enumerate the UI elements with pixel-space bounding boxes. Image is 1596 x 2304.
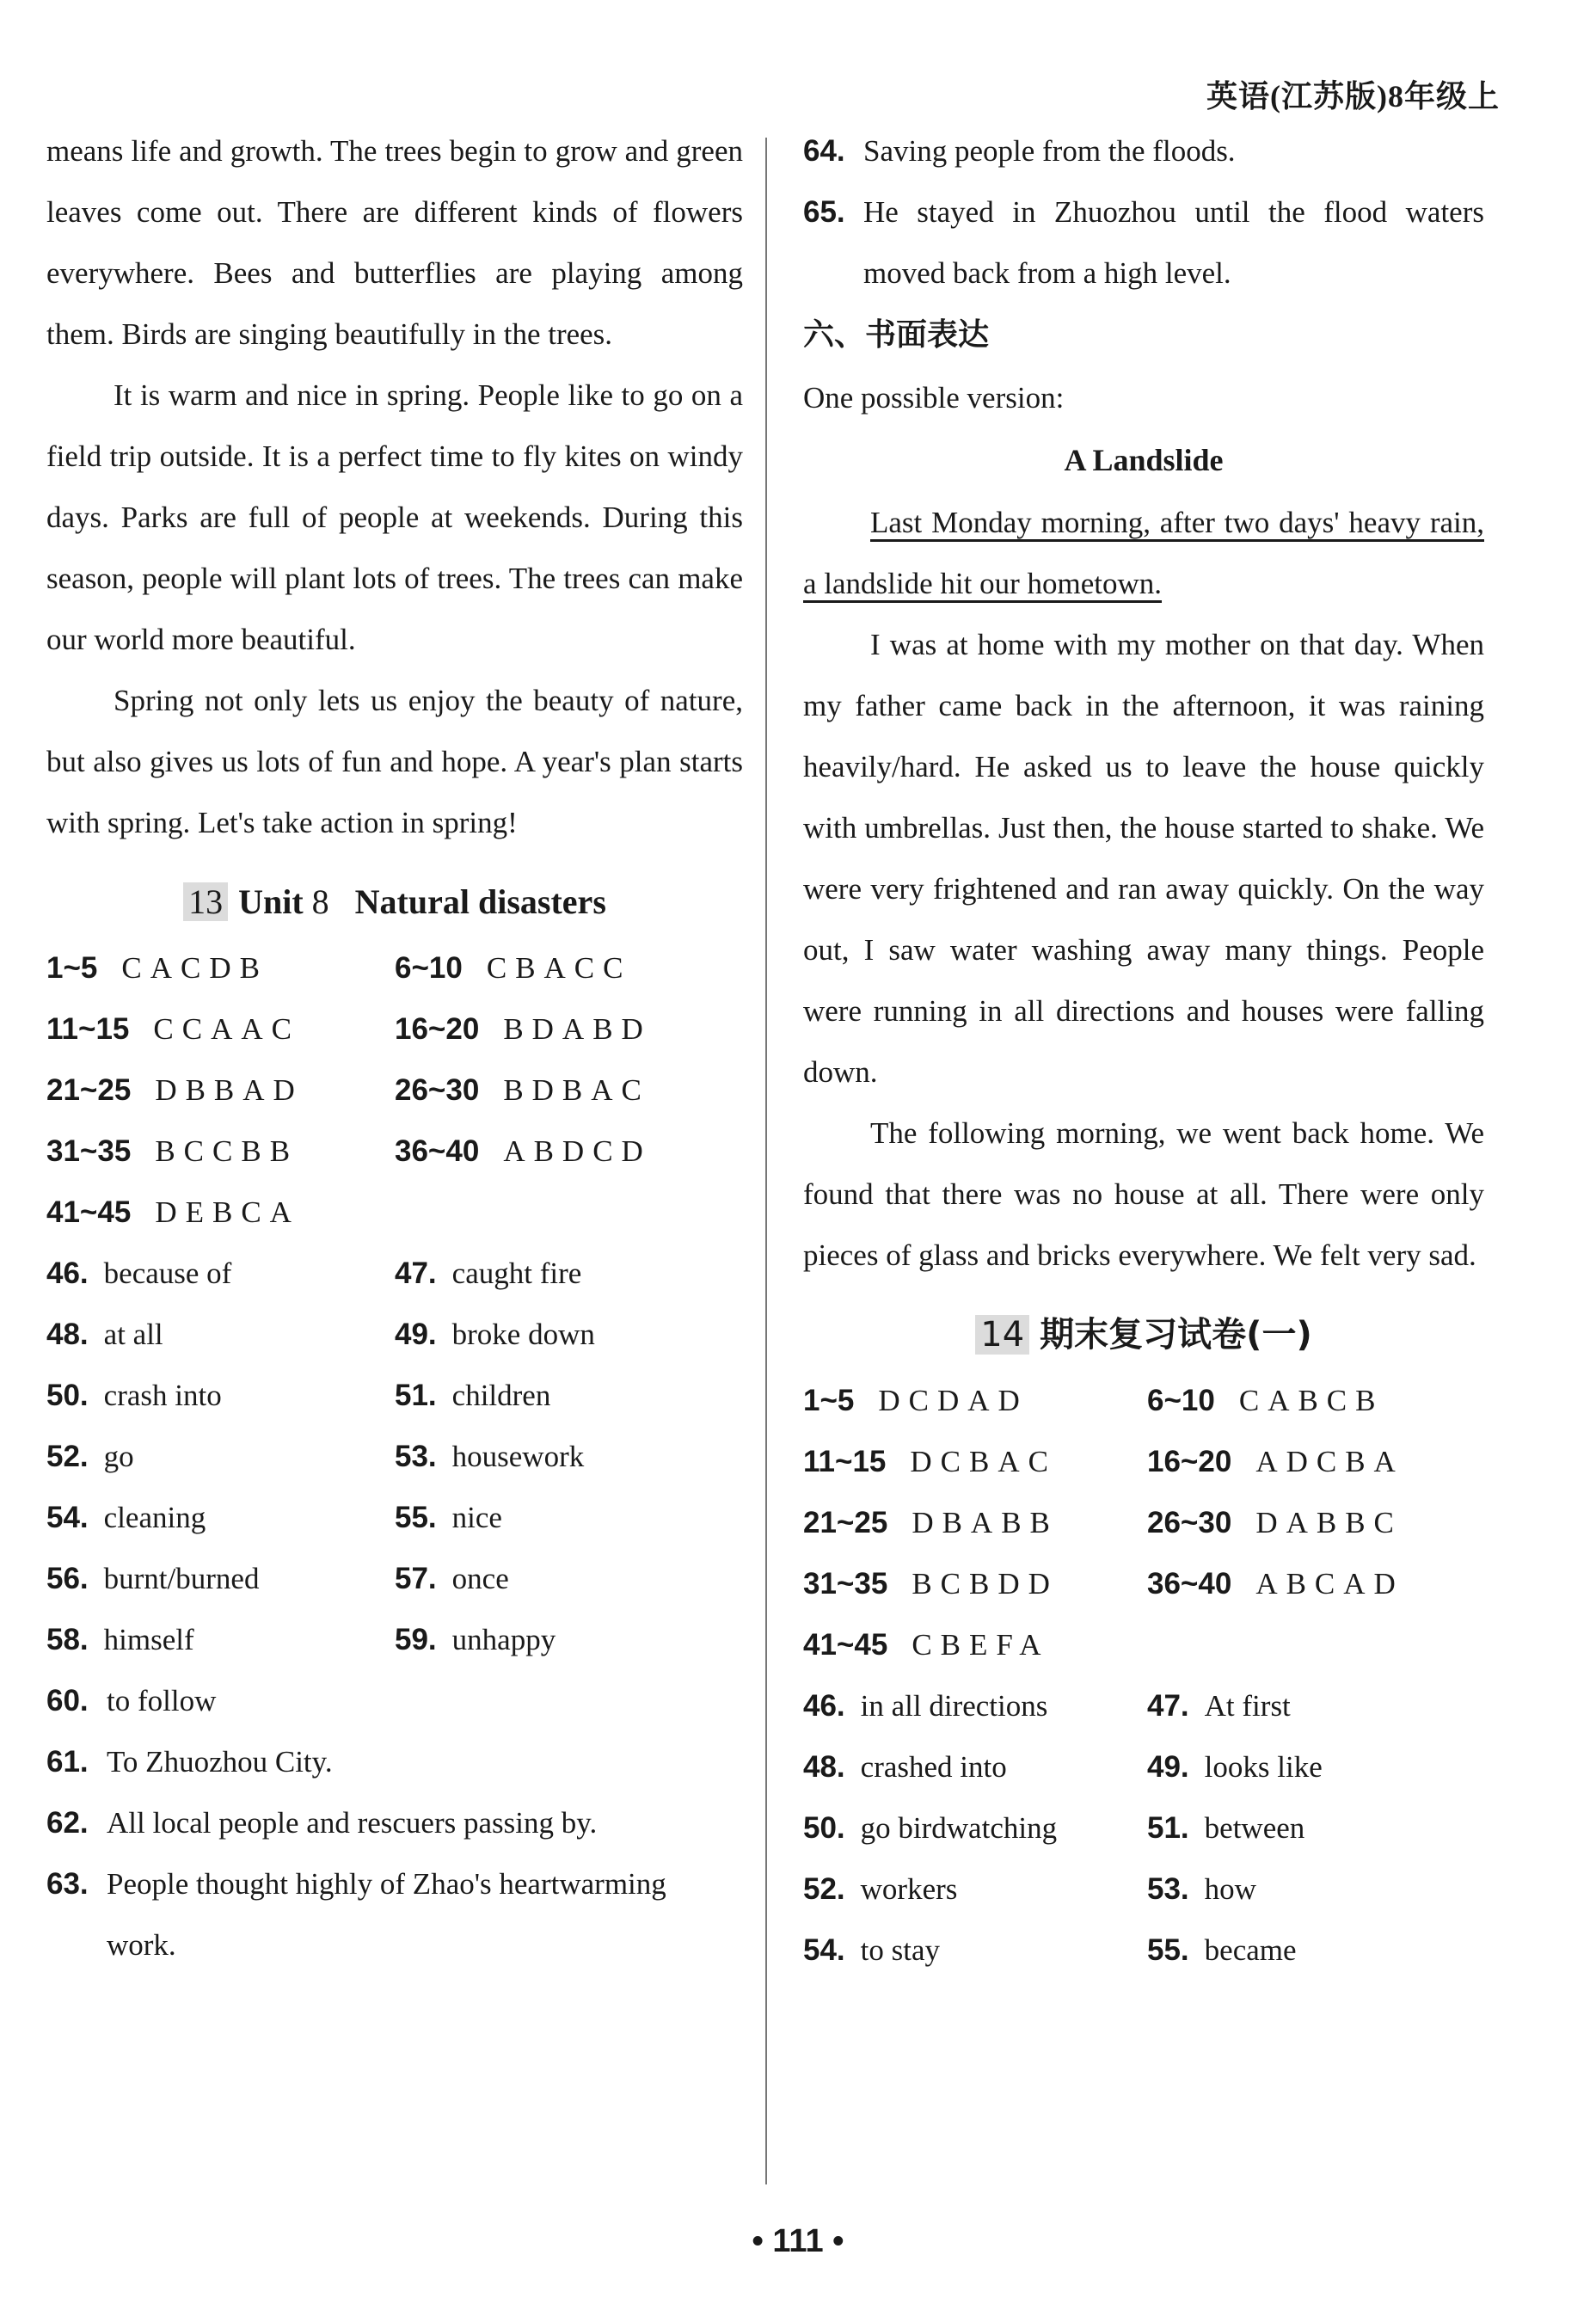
answer-item: 51. between [1147,1811,1305,1845]
word-answers [46,1243,743,1670]
answer-row: 26~30 DABBC [1147,1506,1403,1539]
answer-item: 47. caught fire [395,1256,582,1290]
mc-answers [46,937,743,1243]
answer-item: 61. To Zhuozhou City. [46,1745,333,1779]
paragraph: It is warm and nice in spring. People like to go on a field trip outside. It is a perfect time to fly kites on windy days. Parks are full of people at weekends. During this season, people will plant lots of trees. The trees can make our world more beautiful. [46,378,743,656]
essay-opening: Last Monday morning, after two days' heavy rain, a landslide hit our hometown. [803,506,1484,600]
answer-item: 58. himself [46,1623,194,1656]
answer-item: 59. unhappy [395,1623,556,1656]
answer-row: 41~45 CBEFA [803,1628,1050,1662]
answer-row: 16~20 ADCBA [1147,1445,1404,1478]
word-answers [803,1675,1484,1981]
answer-row: 36~40 ABCAD [1147,1567,1404,1601]
answer-item: 65. He stayed in Zhuozhou until the flood waters moved back from a high level. [803,195,1484,290]
unit-number: 13 [183,882,228,921]
answer-item: 47. At first [1147,1689,1291,1723]
answer-item: 52. workers [803,1872,958,1906]
mc-answers [803,1370,1484,1675]
answer-item: 53. housework [395,1440,585,1473]
answer-row: 1~5 CACDB [46,951,268,985]
answer-item: 51. children [395,1379,551,1412]
page-header: 英语(江苏版)8年级上 [1206,79,1500,114]
answer-row: 41~45 DEBCA [46,1195,300,1229]
answer-item: 48. at all [46,1318,163,1351]
paragraph: I was at home with my mother on that day. When my father came back in the afternoon, it was raining heavily/hard. He asked us to leave the house quickly with umbrellas. Just then, the house started to shake. We were very frightened and ran away quickly. On the way out, I saw water washing away many things. People were running in all directions and houses were falling down. [803,628,1484,1089]
unit-heading: 13 Unit 8 Natural disasters [46,872,743,932]
answer-row: 31~35 BCBDD [803,1567,1059,1601]
unit-name: Natural disasters [354,882,606,921]
unit-heading [803,1305,1484,1365]
essay-intro: One possible version: [803,381,1065,415]
answer-row: 1~5 DCDAD [803,1384,1028,1417]
answer-item: 54. cleaning [46,1501,206,1534]
answer-item: 56. burnt/burned [46,1562,260,1595]
unit-number: 14 [975,1315,1029,1355]
answer-item: 50. crash into [46,1379,222,1412]
answer-item: 63. People thought highly of Zhao's heartwarming work. [46,1867,666,1962]
answer-item: 46. because of [46,1256,232,1290]
answer-item: 49. broke down [395,1318,595,1351]
answer-item: 55. nice [395,1501,502,1534]
paragraph: means life and growth. The trees begin to grow and green leaves come out. There are different kinds of flowers everywhere. Bees and butterflies are playing among them. Birds are singing beautifully in the trees. [46,134,743,351]
answer-item: 60. to follow [46,1684,217,1717]
answer-row: 6~10 CABCB [1147,1384,1384,1417]
answer-item: 57. once [395,1562,509,1595]
section-heading: 六、书面表达 [803,317,990,353]
paragraph: Spring not only lets us enjoy the beauty of nature, but also gives us lots of fun and hope. A year's plan starts with spring. Let's take action in spring! [46,684,743,839]
column-divider [765,138,767,2184]
answer-item: 48. crashed into [803,1750,1007,1784]
answer-row: 31~35 BCCBB [46,1134,299,1168]
answer-row: 36~40 ABDCD [395,1134,652,1168]
page-number: • 111 • [752,2223,844,2259]
answer-item: 46. in all directions [803,1689,1048,1723]
answer-item: 55. became [1147,1933,1297,1967]
essay-title: A Landslide [1064,443,1224,477]
answer-row: 16~20 BDABD [395,1012,652,1046]
answer-row: 21~25 DBBAD [46,1073,304,1107]
answer-item: 50. go birdwatching [803,1811,1058,1845]
answer-item: 62. All local people and rescuers passing by. [46,1806,598,1840]
answer-item: 53. how [1147,1872,1256,1906]
answer-item: 49. looks like [1147,1750,1323,1784]
answer-row: 11~15 CCAAC [46,1012,300,1046]
answer-row: 6~10 CBACC [395,951,632,985]
answer-row: 21~25 DBABB [803,1506,1059,1539]
answer-item: 64. Saving people from the floods. [803,134,1236,168]
answer-row: 11~15 DCBAC [803,1445,1057,1478]
answer-item: 52. go [46,1440,134,1473]
answer-row: 26~30 BDBAC [395,1073,650,1107]
unit-name: 期末复习试卷(一) [1040,1315,1312,1355]
answer-item: 54. to stay [803,1933,941,1967]
paragraph: The following morning, we went back home. We found that there was no house at all. There were only pieces of glass and bricks everywhere. We felt very sad. [803,1116,1484,1272]
left-column [46,120,743,1975]
right-column [803,120,1484,1981]
